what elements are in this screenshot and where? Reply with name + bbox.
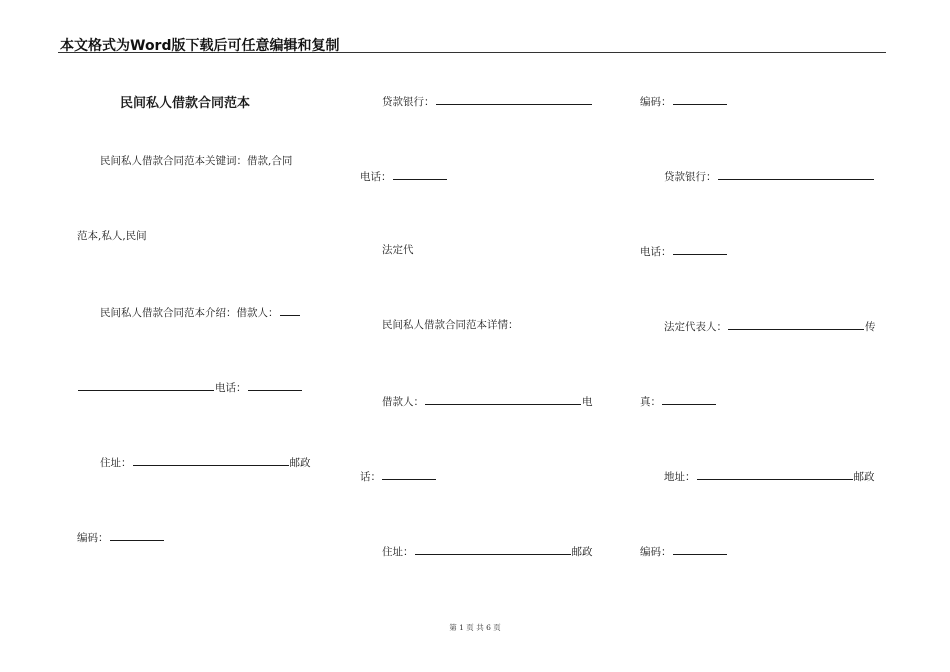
- postal-code-blank-3: [673, 543, 727, 555]
- phone-char-2: 话：: [360, 471, 381, 483]
- address-blank: [133, 454, 289, 466]
- keywords-line-2: [77, 229, 147, 243]
- code-blank-top: [673, 93, 727, 105]
- legal-rep-blank: [728, 318, 864, 330]
- keywords-line-1: [100, 154, 292, 168]
- bank-phone-label: 电话：: [360, 171, 392, 183]
- code-label-3: 编码：: [640, 546, 672, 558]
- phone-label-3: 电话：: [640, 246, 672, 258]
- bank-label: 贷款银行：: [382, 96, 435, 108]
- borrower-phone-line: [77, 379, 303, 395]
- phone-label: 电话：: [215, 382, 247, 394]
- details-label: 民间私人借款合同范本详情：: [382, 319, 519, 331]
- borrower-postal-label: 邮政: [571, 546, 593, 558]
- address-line: [100, 454, 311, 470]
- page-indicator: 第 1 页 共 6 页: [449, 623, 501, 632]
- borrower-phone-line-2: [360, 468, 437, 484]
- address-line-3: [664, 468, 875, 484]
- postal-code-blank: [110, 529, 164, 541]
- postal-code-line-3: [640, 543, 728, 559]
- phone-blank: [248, 379, 302, 391]
- address-label-3: 地址：: [664, 471, 696, 483]
- fax-blank: [662, 393, 716, 405]
- details-line: [382, 318, 519, 332]
- borrower-address-label: 住址：: [382, 546, 414, 558]
- borrower-name-blank: [78, 379, 214, 391]
- legal-rep-label: 法定代表人：: [664, 321, 727, 333]
- borrower-line: [382, 393, 593, 409]
- bank-label-2: 贷款银行：: [664, 171, 717, 183]
- borrower-blank: [280, 304, 300, 316]
- legal-rep-line: [664, 318, 876, 334]
- intro-line: [100, 304, 301, 320]
- lender-bank-line: [382, 93, 593, 109]
- legal-rep-partial: 法定代: [382, 244, 414, 256]
- legal-rep-partial-line: [382, 243, 414, 257]
- code-line-top: [640, 93, 728, 109]
- header-divider: [58, 52, 886, 53]
- address-blank-3: [697, 468, 853, 480]
- code-label: 编码：: [77, 532, 109, 544]
- fax-line: [640, 393, 717, 409]
- keywords-text-2: 范本,私人,民间: [77, 230, 147, 242]
- bank-phone-blank: [393, 168, 447, 180]
- keywords-text-1: 民间私人借款合同范本关键词：借款,合同: [100, 155, 293, 167]
- borrower-address-line: [382, 543, 593, 559]
- borrower-address-blank: [415, 543, 571, 555]
- bank-blank: [436, 93, 592, 105]
- intro-label: 民间私人借款合同范本介绍：借款人：: [100, 307, 279, 319]
- phone-blank-3: [673, 243, 727, 255]
- document-title: 民间私人借款合同范本: [120, 96, 251, 111]
- postal-label-3: 邮政: [853, 471, 875, 483]
- document-header-title: 本文格式为Word版下载后可任意编辑和复制: [60, 38, 340, 54]
- code-label-top: 编码：: [640, 96, 672, 108]
- borrower-phone-blank: [382, 468, 436, 480]
- postal-code-line: [77, 529, 165, 545]
- bank-phone-line: [360, 168, 448, 184]
- postal-label: 邮政: [289, 457, 311, 469]
- phone-line-3: [640, 243, 728, 259]
- address-label: 住址：: [100, 457, 132, 469]
- bank-blank-2: [718, 168, 874, 180]
- borrower-name-blank-2: [425, 393, 581, 405]
- lender-bank-line-2: [664, 168, 875, 184]
- fax-char-2: 真：: [640, 396, 661, 408]
- borrower-label: 借款人：: [382, 396, 424, 408]
- fax-char-1: 传: [865, 321, 876, 333]
- phone-char-1: 电: [582, 396, 593, 408]
